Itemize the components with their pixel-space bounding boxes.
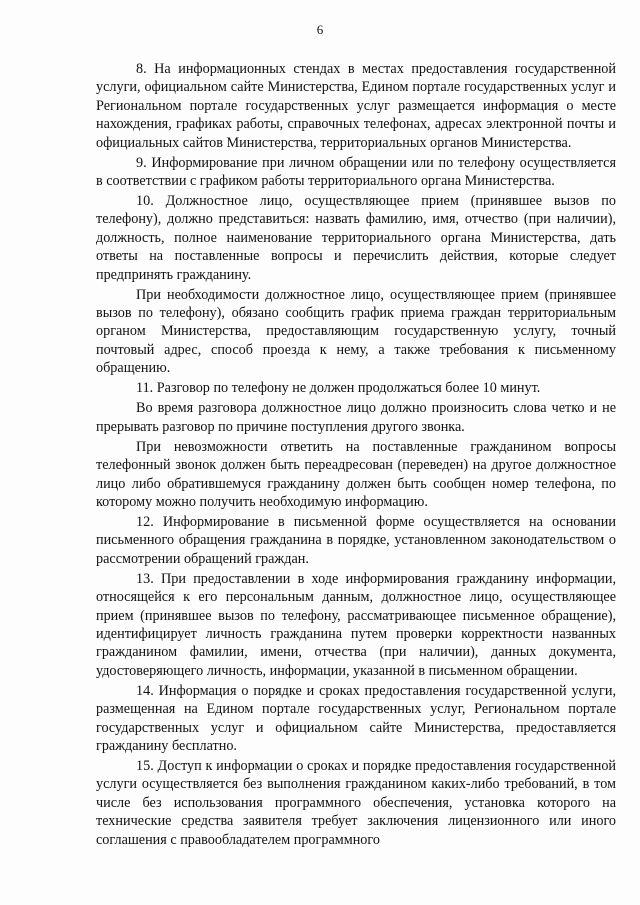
paragraph-10-continued: При необходимости должностное лицо, осуществляющее прием (принявшее вызов по телефону), обязано сообщить график приема граждан территориальным органом Министерства, предоставляющим государственную услугу, точный почтовый адрес, способ проезда к нему, а также требования к письменному обращению. [96, 286, 616, 377]
paragraph-14: 14. Информация о порядке и сроках предоставления государственной услуги, размещенная на Едином портале государственных услуг, Региональном портале государственных услуг и официальном сайте Министерства, предоставляется гражданину бесплатно. [96, 682, 616, 754]
paragraph-15: 15. Доступ к информации о сроках и порядке предоставления государственной услуги осуществляется без выполнения гражданином каких-либо требований, в том числе без использования программного обеспечения, установка которого на технические средства заявителя требует заключения лицензионного или иного соглашения с правообладателем программного [96, 757, 616, 848]
paragraph-8: 8. На информационных стендах в местах предоставления государственной услуги, официальном сайте Министерства, Едином портале государственных услуг и Региональном портале государственных услуг размещается информация о месте нахождения, графиках работы, справочных телефонах, адресах электронной почты и официальных сайтов Министерства, территориальных органов Министерства. [96, 61, 616, 151]
paragraph-11-continued-2: При невозможности ответить на поставленные гражданином вопросы телефонный звонок должен быть переадресован (переведен) на другое должностное лицо либо обратившемуся гражданину должен быть сообщен номер телефона, по которому можно получить необходимую информацию. [96, 438, 616, 510]
paragraph-9: 9. Информирование при личном обращении или по телефону осуществляется в соответствии с графиком работы территориального органа Министерства. [96, 154, 616, 190]
paragraph-11: 11. Разговор по телефону не должен продолжаться более 10 минут. [136, 380, 541, 397]
paragraph-11-continued-1: Во время разговора должностное лицо должно произносить слова четко и не прерывать разговор по причине поступления другого звонка. [96, 400, 616, 435]
paragraph-13: 13. При предоставлении в ходе информирования гражданину информации, относящейся к его персональным данным, должностное лицо, осуществляющее прием (принявшее вызов по телефону, рассматривающее письменное обращение), идентифицирует личность гражданина путем проверки корректности названных гражданином фамилии, имени, отчества (при наличии), данных документа, удостоверяющего личность, информации, указанной в письменном обращении. [96, 570, 616, 679]
paragraph-10: 10. Должностное лицо, осуществляющее прием (принявшее вызов по телефону), должно представиться: назвать фамилию, имя, отчество (при наличии), должность, полное наименование территориального органа Министерства, дать ответы на поставленные вопросы и перечислить действия, которые следует предпринять гражданину. [96, 193, 616, 283]
page-number: 6 [316, 22, 324, 37]
paragraph-12: 12. Информирование в письменной форме осуществляется на основании письменного обращения гражданина в порядке, установленном законодательством о рассмотрении обращений граждан. [96, 513, 616, 567]
document-body [96, 60, 616, 851]
